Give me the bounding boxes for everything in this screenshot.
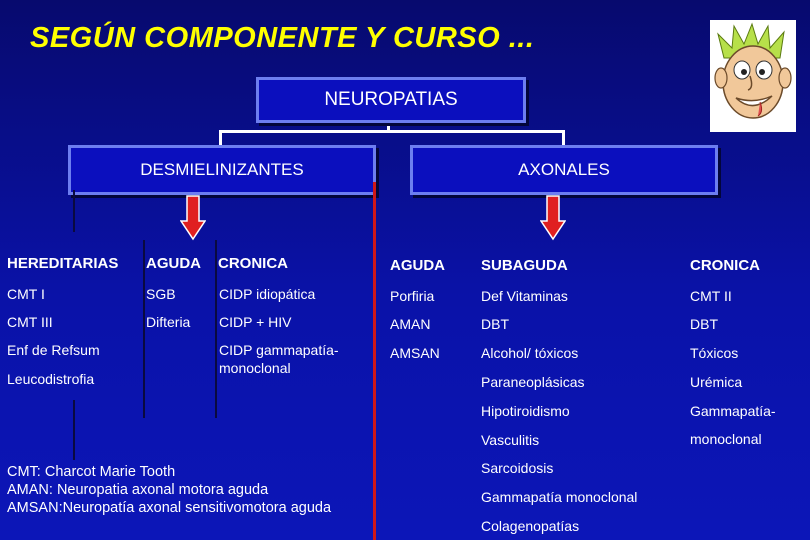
left-edge-divider (73, 400, 75, 460)
list-item: DBT (481, 316, 509, 332)
list-item: SGB (146, 286, 176, 302)
list-item: AMAN (390, 316, 431, 332)
list-item: Urémica (690, 374, 743, 390)
list-item: DBT (690, 316, 718, 332)
list-item: AMSAN (390, 345, 440, 361)
list-item: Sarcoidosis (481, 460, 554, 476)
list-item: CIDP gammapatía- (219, 342, 339, 358)
list-item: Paraneoplásicas (481, 374, 585, 390)
axonales-box: AXONALES (410, 145, 718, 195)
left-edge-divider (73, 190, 75, 232)
list-item: Colagenopatías (481, 518, 580, 534)
list-item: Gammapatía- (690, 403, 776, 419)
list-item: Leucodistrofia (7, 371, 95, 387)
desmielinizantes-box: DESMIELINIZANTES (68, 145, 376, 195)
header-aguda: AGUDA (146, 255, 201, 272)
list-item: Vasculitis (481, 432, 540, 448)
root-node-box: NEUROPATIAS (256, 77, 526, 123)
list-item: Tóxicos (690, 345, 739, 361)
list-item: Def Vitaminas (481, 288, 568, 304)
list-item: Hipotiroidismo (481, 403, 570, 419)
header-aguda: AGUDA (390, 257, 445, 274)
header-cronica: CRONICA (690, 257, 760, 274)
header-cronica: CRONICA (218, 255, 288, 272)
list-item: Gammapatía monoclonal (481, 489, 638, 505)
connector-left (219, 130, 222, 146)
list-item: CMT II (690, 288, 732, 304)
page-title: SEGÚN COMPONENTE Y CURSO ... (30, 22, 535, 54)
list-item: Alcohol/ tóxicos (481, 345, 579, 361)
list-item: monoclonal (690, 431, 762, 447)
list-item: monoclonal (219, 360, 291, 376)
list-item: CIDP + HIV (219, 314, 292, 330)
legend-amsan: AMSAN:Neuropatía axonal sensitivomotora aguda (7, 500, 332, 516)
connector-right (562, 130, 565, 146)
column-divider (143, 240, 145, 418)
list-item: CMT III (7, 314, 53, 330)
list-item: Porfiria (390, 288, 435, 304)
column-divider (215, 240, 217, 418)
list-item: CMT I (7, 286, 45, 302)
down-arrow-icon (540, 195, 566, 241)
cartoon-face-icon (710, 20, 796, 132)
down-arrow-icon (180, 195, 206, 241)
red-divider-line (373, 182, 376, 540)
legend-cmt: CMT: Charcot Marie Tooth (7, 464, 176, 480)
list-item: Difteria (146, 314, 191, 330)
header-hereditarias: HEREDITARIAS (7, 255, 119, 272)
list-item: CIDP idiopática (219, 286, 316, 302)
list-item: Enf de Refsum (7, 342, 100, 358)
connector-horizontal (219, 130, 565, 133)
header-subaguda: SUBAGUDA (481, 257, 568, 274)
legend-aman: AMAN: Neuropatia axonal motora aguda (7, 482, 269, 498)
